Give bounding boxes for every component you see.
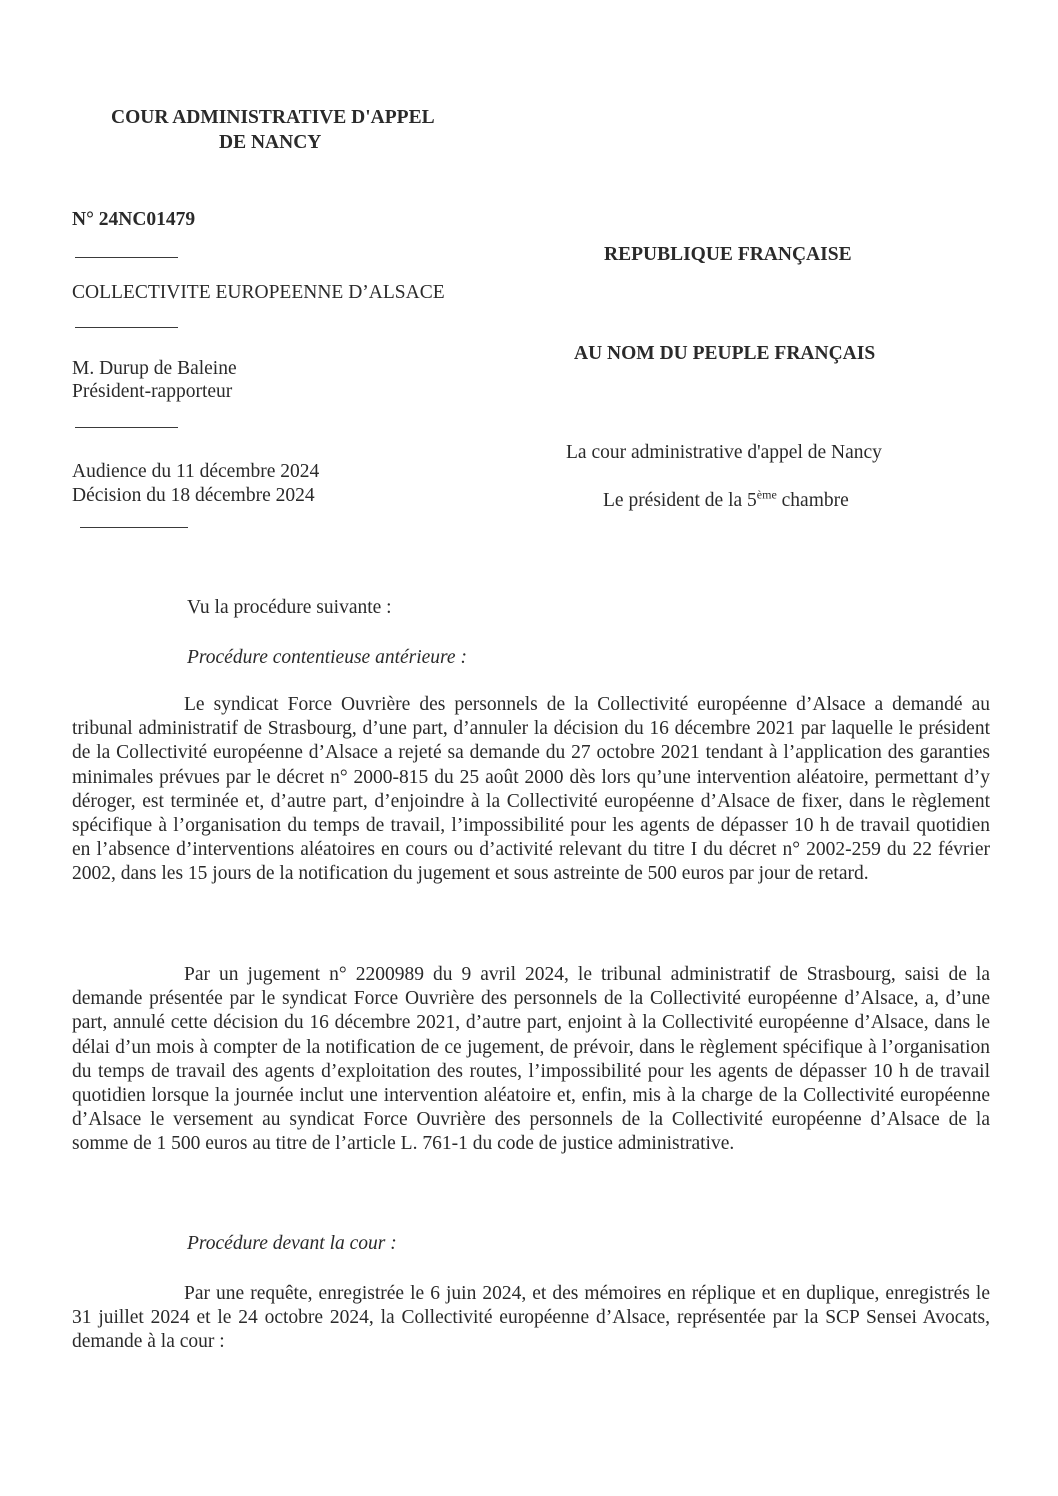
court-name-line1: COUR ADMINISTRATIVE D'APPEL xyxy=(111,107,435,128)
court-line: La cour administrative d'appel de Nancy xyxy=(566,442,882,463)
court-name-line2: DE NANCY xyxy=(219,132,322,153)
president-ordinal: ème xyxy=(756,487,777,502)
section-heading-court: Procédure devant la cour : xyxy=(187,1233,397,1254)
divider-1 xyxy=(75,257,178,258)
people-heading: AU NOM DU PEUPLE FRANÇAIS xyxy=(574,343,876,364)
president-line xyxy=(603,487,849,512)
section-heading-prior: Procédure contentieuse antérieure : xyxy=(187,647,467,668)
rapporteur-role: Président-rapporteur xyxy=(72,381,233,402)
paragraph-1: Le syndicat Force Ouvrière des personnels de la Collectivité européenne d’Alsace a demandé au tribunal administratif de Strasbourg, d’une part, d’annuler la décision du 16 décembre 2021 par laquelle le président de la Collectivité européenne d’Alsace a rejeté sa demande du 27 octobre 2021 tendant à l’application des garanties minimales prévues par le décret n° 2000-815 du 25 août 2000 dès lors qu’une intervention aléatoire, permettant d’y déroger, est terminée et, d’autre part, d’enjoindre à la Collectivité européenne d’Alsace de fixer, dans le règlement spécifique à l’organisation du temps de travail, l’impossibilité pour les agents de dépasser 10 h de travail quotidien en l’absence d’interventions aléatoires en cours ou d’activité relevant du titre I du décret n° 2002-259 du 22 février 2002, dans les 15 jours de la notification du jugement et sous astreinte de 500 euros par jour de retard. xyxy=(72,694,990,885)
case-number: N° 24NC01479 xyxy=(72,209,196,230)
republic-heading: REPUBLIQUE FRANÇAISE xyxy=(604,244,852,265)
paragraph-3: Par une requête, enregistrée le 6 juin 2024, et des mémoires en réplique et en duplique, enregistrés le 31 juillet 2024 et le 24 octobre 2024, la Collectivité européenne d’Alsace, représentée par la SCP Sensei Avocats, demande à la cour : xyxy=(72,1283,990,1353)
president-prefix: Le président de la 5 xyxy=(603,490,757,511)
divider-3 xyxy=(75,427,178,428)
president-suffix: chambre xyxy=(776,490,849,511)
divider-4 xyxy=(80,527,188,528)
divider-2 xyxy=(75,327,178,328)
procedure-intro: Vu la procédure suivante : xyxy=(187,597,392,618)
party-name: COLLECTIVITE EUROPEENNE D’ALSACE xyxy=(72,282,445,303)
audience-date: Audience du 11 décembre 2024 xyxy=(72,461,320,482)
rapporteur-name: M. Durup de Baleine xyxy=(72,358,237,379)
paragraph-2: Par un jugement n° 2200989 du 9 avril 2024, le tribunal administratif de Strasbourg, saisi de la demande présentée par le syndicat Force Ouvrière des personnels de la Collectivité européenne d’Alsace, a, d’une part, annulé cette décision du 16 décembre 2021, d’autre part, enjoint à la Collectivité européenne d’Alsace, dans le délai d’un mois à compter de la notification de ce jugement, de prévoir, dans le règlement spécifique à l’organisation du temps de travail des agents d’exploitation des routes, l’impossibilité pour les agents de dépasser 10 h de travail quotidien lorsque la journée inclut une intervention aléatoire et, enfin, mis à la charge de la Collectivité européenne d’Alsace le versement au syndicat Force Ouvrière des personnels de la Collectivité européenne d’Alsace de la somme de 1 500 euros au titre de l’article L. 761-1 du code de justice administrative. xyxy=(72,964,990,1155)
decision-date: Décision du 18 décembre 2024 xyxy=(72,485,315,506)
